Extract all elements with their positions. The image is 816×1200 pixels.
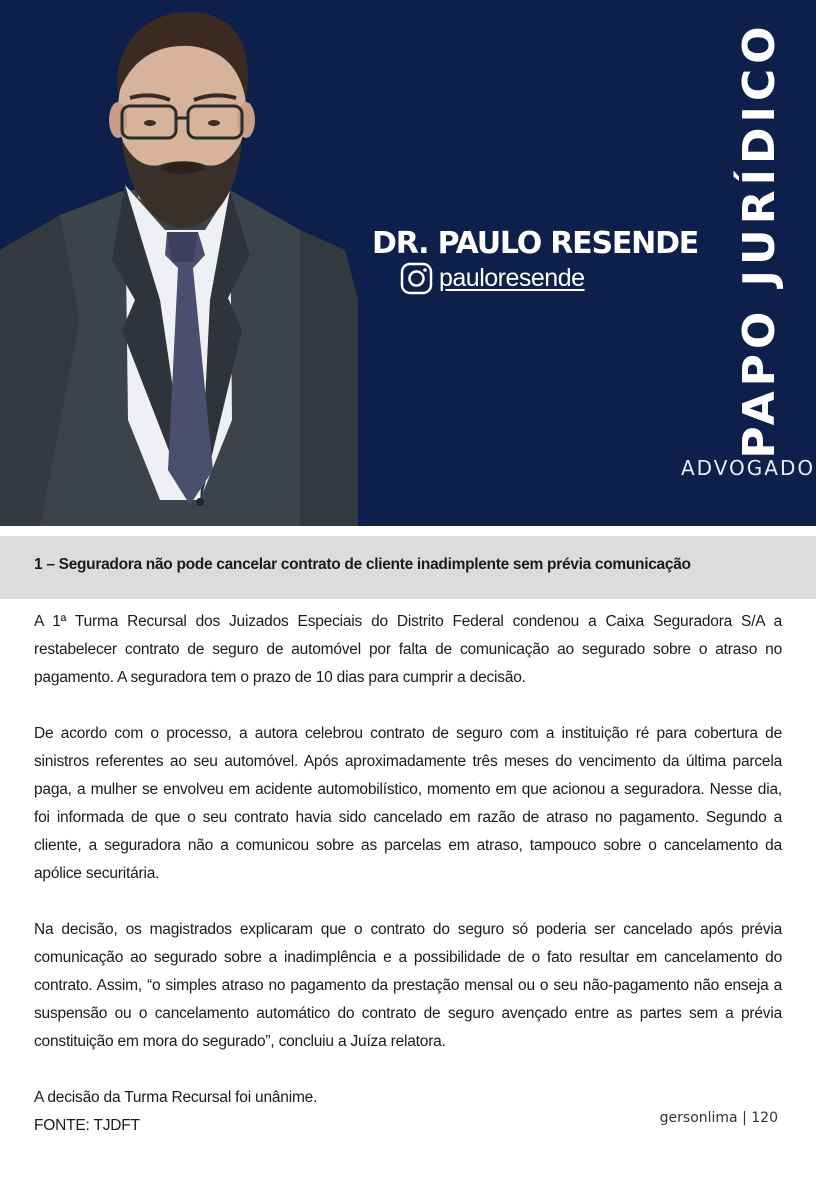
instagram-icon xyxy=(400,262,433,295)
lawyer-portrait xyxy=(0,0,360,526)
article-body xyxy=(34,608,782,1140)
article-paragraph: Na decisão, os magistrados explicaram que o contrato do seguro só poderia ser cancelado após prévia comunicação ao segurado sobre a inadimplência e a possibilidade de o fato resultar em cancelamento do contrato. Assim, “o simples atraso no pagamento da prestação mensal ou o seu não-pagamento não enseja a suspensão ou o cancelamento automático do contrato de seguro avençado entre as partes sem a prévia constituição em mora do segurado”, concluiu a Juíza relatora. xyxy=(34,921,782,1050)
article-paragraph: De acordo com o processo, a autora celebrou contrato de seguro com a instituição ré para cobertura de sinistros referentes ao seu automóvel. Após aproximadamente três meses do vencimento da última parcela paga, a mulher se envolveu em acidente automobilístico, momento em que acionou a seguradora. Nesse dia, foi informada de que o seu contrato havia sido cancelado em razão de atraso no pagamento. Segundo a cliente, a seguradora não a comunicou sobre as parcelas em atraso, tampouco sobre o cancelamento da apólice securitária. xyxy=(34,725,782,882)
column-title: PAPO JURÍDICO xyxy=(734,21,785,459)
article-headline: 1 – Seguradora não pode cancelar contrato de cliente inadimplente sem prévia comunicação xyxy=(34,556,691,573)
lawyer-role: ADVOGADO xyxy=(681,456,816,480)
footer-separator: | xyxy=(742,1110,747,1126)
article-closing: A decisão da Turma Recursal foi unânime. xyxy=(34,1089,318,1106)
header-banner xyxy=(0,0,816,526)
article-source: FONTE: TJDFT xyxy=(34,1117,140,1134)
lawyer-name: DR. PAULO RESENDE xyxy=(372,226,699,261)
article-paragraph: A 1ª Turma Recursal dos Juizados Especiais do Distrito Federal condenou a Caixa Seguradora S/A a restabelecer contrato de seguro de automóvel por falta de comunicação ao segurado sobre o atraso no pagamento. A seguradora tem o prazo de 10 dias para cumprir a decisão. xyxy=(34,613,782,686)
footer-author: gersonlima xyxy=(659,1110,738,1126)
instagram-link[interactable] xyxy=(400,261,585,295)
page-footer xyxy=(660,1110,778,1126)
instagram-handle[interactable]: pauloresende xyxy=(439,263,585,292)
page-number: 120 xyxy=(751,1110,778,1126)
